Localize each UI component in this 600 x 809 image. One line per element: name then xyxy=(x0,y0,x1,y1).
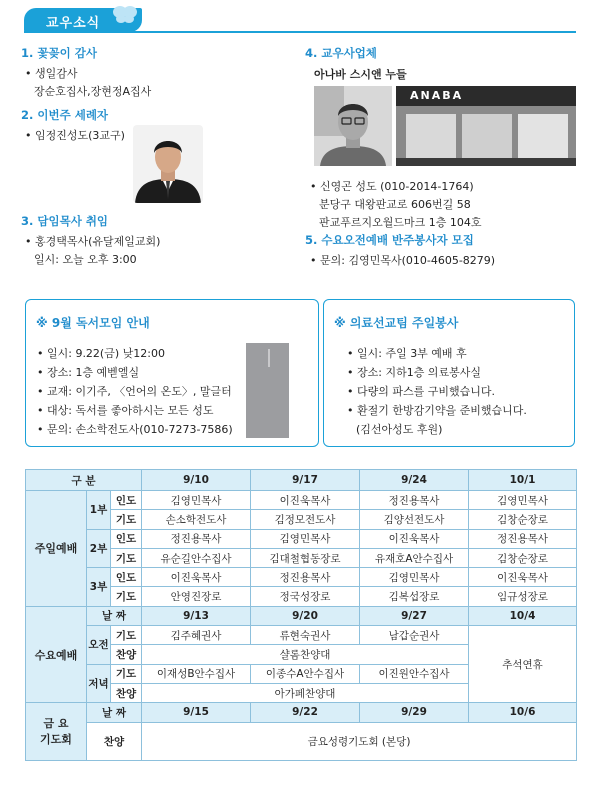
table-cell: 이진욱목사 xyxy=(360,529,469,548)
service-schedule-table xyxy=(25,469,577,761)
prayer-label: 기도 xyxy=(111,626,142,645)
table-cell: 김주혜권사 xyxy=(142,626,251,645)
table-cell: 이진욱목사 xyxy=(251,491,360,510)
table-cell: 김정모전도사 xyxy=(251,510,360,529)
table-row xyxy=(26,703,577,722)
choir-label: 찬양 xyxy=(87,722,142,760)
table-cell: 김창순장로 xyxy=(469,548,577,567)
header-gubun: 구 분 xyxy=(26,470,142,491)
installation-line1: • 홍경택목사(유달제일교회) xyxy=(25,235,161,248)
prayer-label: 기도 xyxy=(111,510,142,529)
prayer-label: 기도 xyxy=(111,587,142,606)
table-row xyxy=(26,626,577,645)
business-address2: 판교푸르지오월드마크 1층 104호 xyxy=(319,216,482,229)
medical-mission-title: ※ 의료선교팀 주일봉사 xyxy=(334,316,459,330)
table-cell: 이진원안수집사 xyxy=(360,664,469,683)
business-address1: 분당구 대왕판교로 606번길 58 xyxy=(319,198,471,211)
wednesday-date: 9/13 xyxy=(142,606,251,625)
wednesday-date: 10/4 xyxy=(469,606,577,625)
date-label: 날 짜 xyxy=(87,703,142,722)
table-cell: 안영진장로 xyxy=(142,587,251,606)
friday-label-line1: 금 요 xyxy=(43,717,69,731)
sunday-date: 9/10 xyxy=(142,470,251,491)
wednesday-date: 9/20 xyxy=(251,606,360,625)
prayer-label: 기도 xyxy=(111,664,142,683)
table-cell: 남갑순권사 xyxy=(360,626,469,645)
table-cell: 김영민목사 xyxy=(251,529,360,548)
flower-thanks-line2: 장순호집사,장현정A집사 xyxy=(34,85,152,98)
baptism-title: 2. 이번주 세례자 xyxy=(21,108,109,122)
friday-date: 9/29 xyxy=(360,703,469,722)
wednesday-date: 9/27 xyxy=(360,606,469,625)
table-cell: 샬롬찬양대 xyxy=(142,645,469,664)
baptism-line1: • 임정진성도(3교구) xyxy=(25,129,125,142)
reading-item: • 문의: 손소학전도사(010-7273-7586) xyxy=(37,423,233,436)
service-1-label: 1부 xyxy=(87,491,111,530)
service-2-label: 2부 xyxy=(87,529,111,568)
sunday-date: 9/17 xyxy=(251,470,360,491)
table-cell: 류현숙권사 xyxy=(251,626,360,645)
sunday-date: 9/24 xyxy=(360,470,469,491)
installation-line2: 일시: 오늘 오후 3:00 xyxy=(34,253,137,266)
reading-item: • 일시: 9.22(금) 낮12:00 xyxy=(37,347,165,360)
table-row xyxy=(26,606,577,625)
table-cell: 정진용목사 xyxy=(469,529,577,548)
reading-item: • 장소: 1층 예벧엘실 xyxy=(37,366,140,379)
butterfly-icon xyxy=(112,4,138,24)
table-cell: 금요성령기도회 (본당) xyxy=(142,722,577,760)
store-sign-text: ANABA xyxy=(410,89,464,102)
choir-label: 찬양 xyxy=(111,683,142,702)
business-title: 4. 교우사업체 xyxy=(305,46,377,60)
choir-label: 찬양 xyxy=(111,645,142,664)
store-photo xyxy=(396,86,576,166)
table-cell: 이종수A안수집사 xyxy=(251,664,360,683)
book-cover-image xyxy=(246,343,289,438)
accompanist-title: 5. 수요오전예배 반주봉사자 모집 xyxy=(305,233,474,247)
morning-label: 오전 xyxy=(87,626,111,665)
date-label: 날 짜 xyxy=(87,606,142,625)
friday-prayer-label xyxy=(26,703,87,760)
table-cell: 정진용목사 xyxy=(142,529,251,548)
accompanist-contact: • 문의: 김영민목사(010-4605-8279) xyxy=(310,254,496,267)
wednesday-service-label: 수요예배 xyxy=(26,606,87,702)
lead-label: 인도 xyxy=(111,529,142,548)
business-contact: • 신영곤 성도 (010-2014-1764) xyxy=(310,180,474,193)
table-cell: 정진용목사 xyxy=(251,568,360,587)
medical-item: (김선아성도 후원) xyxy=(356,423,443,436)
prayer-label: 기도 xyxy=(111,548,142,567)
medical-item: • 일시: 주일 3부 예배 후 xyxy=(347,347,467,360)
flower-thanks-line1: • 생일감사 xyxy=(25,67,78,80)
friday-label-line2: 기도회 xyxy=(40,733,72,747)
sunday-date: 10/1 xyxy=(469,470,577,491)
table-row xyxy=(26,722,577,760)
table-cell: 김대철협동장로 xyxy=(251,548,360,567)
table-cell: 김영민목사 xyxy=(360,568,469,587)
owner-photo xyxy=(314,86,392,166)
pastor-photo xyxy=(133,125,203,203)
table-cell: 유재호A안수집사 xyxy=(360,548,469,567)
installation-title: 3. 담임목사 취임 xyxy=(21,214,109,228)
sunday-service-label: 주일예배 xyxy=(26,491,87,607)
holiday-cell: 추석연휴 xyxy=(469,626,577,703)
lead-label: 인도 xyxy=(111,568,142,587)
evening-label: 저녁 xyxy=(87,664,111,703)
lead-label: 인도 xyxy=(111,491,142,510)
table-cell: 김영민목사 xyxy=(469,491,577,510)
table-row xyxy=(26,491,577,510)
table-cell: 임규성장로 xyxy=(469,587,577,606)
table-cell: 김영민목사 xyxy=(142,491,251,510)
friday-date: 9/15 xyxy=(142,703,251,722)
table-row xyxy=(26,529,577,548)
business-name: 아나바 스시앤 누들 xyxy=(314,68,407,81)
table-cell: 이진욱목사 xyxy=(142,568,251,587)
table-cell: 아가페찬양대 xyxy=(142,683,469,702)
table-cell: 김복섭장로 xyxy=(360,587,469,606)
flower-thanks-title: 1. 꽃꽂이 감사 xyxy=(21,46,97,60)
table-cell: 이진욱목사 xyxy=(469,568,577,587)
table-cell: 정국성장로 xyxy=(251,587,360,606)
reading-item: • 교재: 이기주, 〈언어의 온도〉, 말글터 xyxy=(37,385,232,398)
table-cell: 손소학전도사 xyxy=(142,510,251,529)
reading-group-title: ※ 9월 독서모임 안내 xyxy=(36,316,150,330)
table-cell: 김양선전도사 xyxy=(360,510,469,529)
friday-date: 10/6 xyxy=(469,703,577,722)
table-row xyxy=(26,470,577,491)
medical-item: • 다량의 파스를 구비했습니다. xyxy=(347,385,495,398)
service-3-label: 3부 xyxy=(87,568,111,607)
table-cell: 이재성B안수집사 xyxy=(142,664,251,683)
section-header-title: 교우소식 xyxy=(46,16,101,31)
table-cell: 유순길안수집사 xyxy=(142,548,251,567)
table-cell: 정진용목사 xyxy=(360,491,469,510)
header-divider xyxy=(24,31,576,33)
reading-item: • 대상: 독서를 좋아하시는 모든 성도 xyxy=(37,404,214,417)
medical-item: • 장소: 지하1층 의료봉사실 xyxy=(347,366,481,379)
medical-item: • 환절기 한방감기약을 준비했습니다. xyxy=(347,404,527,417)
table-row xyxy=(26,568,577,587)
friday-date: 9/22 xyxy=(251,703,360,722)
table-cell: 김창순장로 xyxy=(469,510,577,529)
